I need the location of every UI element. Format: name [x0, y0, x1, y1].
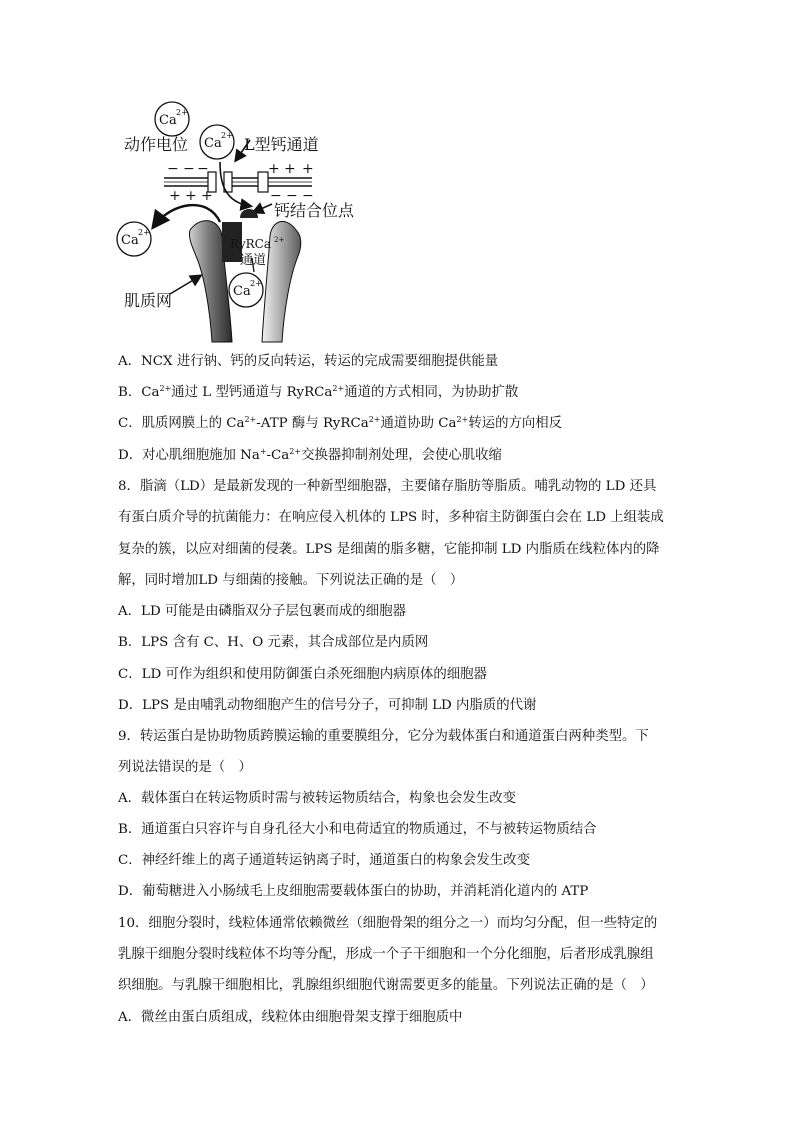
q8-stem-line: 8．脂滴（LD）是最新发现的一种新型细胞器，主要储存脂肪等脂质。哺乳动物的 LD 还具	[118, 479, 657, 494]
charge-plus: +	[201, 188, 213, 204]
ca-symbol: Ca	[204, 136, 222, 151]
ryrca-label: RyRCa	[230, 237, 271, 251]
charge-plus: +	[302, 161, 314, 177]
charge-plus: +	[169, 188, 181, 204]
q9-option-b: B．通道蛋白只容许与自身孔径大小和电荷适宜的物质通过，不与被转运物质结合	[118, 822, 597, 837]
charge-minus: −	[286, 188, 298, 204]
ca-charge: 2+	[250, 279, 262, 288]
binding-site-label: 钙结合位点	[274, 201, 355, 220]
calcium-channel-diagram	[112, 96, 376, 348]
charge-minus: −	[302, 188, 314, 204]
q7-option-c: C．肌质网膜上的 $Ca^{2+}$-ATP 酶与 RyRCa$^{2+}$通道协助 $Ca^{2+}$转运的方向相反	[118, 415, 563, 431]
ca-ion-channel	[200, 125, 234, 159]
ca-ion-top	[155, 102, 189, 136]
charge-minus: −	[270, 188, 282, 204]
q8-option-d: D．LPS 是由哺乳动物细胞产生的信号分子，可抑制 LD 内脂质的代谢	[118, 698, 537, 713]
q8-stem-line: 复杂的簇，以应对细菌的侵袭。LPS 是细菌的脂多糖，它能抑制 LD 内脂质在线粒体内的降	[118, 542, 660, 557]
ca-symbol: Ca	[159, 113, 177, 128]
q9-option-c: C．神经纤维上的离子通道转运钠离子时，通道蛋白的构象会发生改变	[118, 853, 530, 868]
q8-stem-line: 解，同时增加LD 与细菌的接触。下列说法正确的是（ ）	[118, 573, 464, 588]
ca-symbol: Ca	[233, 284, 251, 299]
ryrca-channel-label: 通道	[240, 253, 267, 268]
charge-plus: +	[268, 161, 280, 177]
charge-plus: +	[284, 161, 296, 177]
ca-ion-released	[117, 222, 151, 256]
q9-stem-line: 9．转运蛋白是协助物质跨膜运输的重要膜组分，它分为载体蛋白和通道蛋白两种类型。下	[118, 729, 649, 744]
q10-option-a: A．微丝由蛋白质组成，线粒体由细胞骨架支撑于细胞质中	[118, 1010, 463, 1025]
ca-symbol: Ca	[121, 233, 139, 248]
q10-stem-line: 10．细胞分裂时，线粒体通常依赖微丝（细胞骨架的组分之一）而均匀分配，但一些特定的	[118, 916, 658, 931]
ca-charge: 2+	[138, 228, 150, 237]
q8-option-a: A．LD 可能是由磷脂双分子层包裹而成的细胞器	[118, 604, 406, 619]
diagram-svg	[112, 96, 376, 348]
q9-stem-line: 列说法错误的是（ ）	[118, 760, 252, 775]
sarcoplasmic-reticulum-label: 肌质网	[124, 291, 173, 310]
q10-stem-line: 织细胞。与乳腺干细胞相比，乳腺组织细胞代谢需要更多的能量。下列说法正确的是（ ）	[118, 978, 654, 993]
ryrca-charge: 2+	[274, 236, 285, 244]
q7-option-b: B．$Ca^{2+}$通过 L 型钙通道与 RyRCa$^{2+}$通道的方式相同，为协助扩散	[118, 384, 519, 400]
q7-option-a: A．NCX 进行钠、钙的反向转运，转运的完成需要细胞提供能量	[118, 354, 499, 369]
ca-charge: 2+	[176, 108, 188, 117]
q8-option-b: B．LPS 含有 C、H、O 元素，其合成部位是内质网	[118, 635, 429, 650]
binding-site-dome	[240, 209, 258, 218]
ca-charge: 2+	[221, 131, 233, 140]
q9-option-a: A．载体蛋白在转运物质时需与被转运物质结合，构象也会发生改变	[118, 791, 516, 806]
binding-site-arrow	[254, 204, 272, 212]
q9-option-d: D．葡萄糖进入小肠绒毛上皮细胞需要载体蛋白的协助，并消耗消化道内的 ATP	[118, 884, 589, 899]
l-type-channel-label: L型钙通道	[244, 135, 319, 154]
q7-option-d: D．对心肌细胞施加 $Na^+-Ca^{2+}$交换器抑制剂处理，会使心肌收缩	[118, 447, 502, 463]
q8-option-c: C．LD 可作为组织和使用防御蛋白杀死细胞内病原体的细胞器	[118, 667, 487, 682]
q10-stem-line: 乳腺干细胞分裂时线粒体不均等分配，形成一个子干细胞和一个分化细胞，后者形成乳腺组	[118, 947, 654, 962]
q8-stem-line: 有蛋白质介导的抗菌能力：在响应侵入机体的 LPS 时，多种宿主防御蛋白会在 LD 上组装成	[118, 510, 664, 525]
sr-label-arrow	[170, 276, 200, 294]
charge-minus: −	[183, 161, 195, 177]
ca-ion-stored	[229, 273, 263, 307]
charge-minus: −	[167, 161, 179, 177]
charge-minus: −	[197, 161, 209, 177]
action-potential-label: 动作电位	[124, 135, 189, 154]
charge-plus: +	[185, 188, 197, 204]
